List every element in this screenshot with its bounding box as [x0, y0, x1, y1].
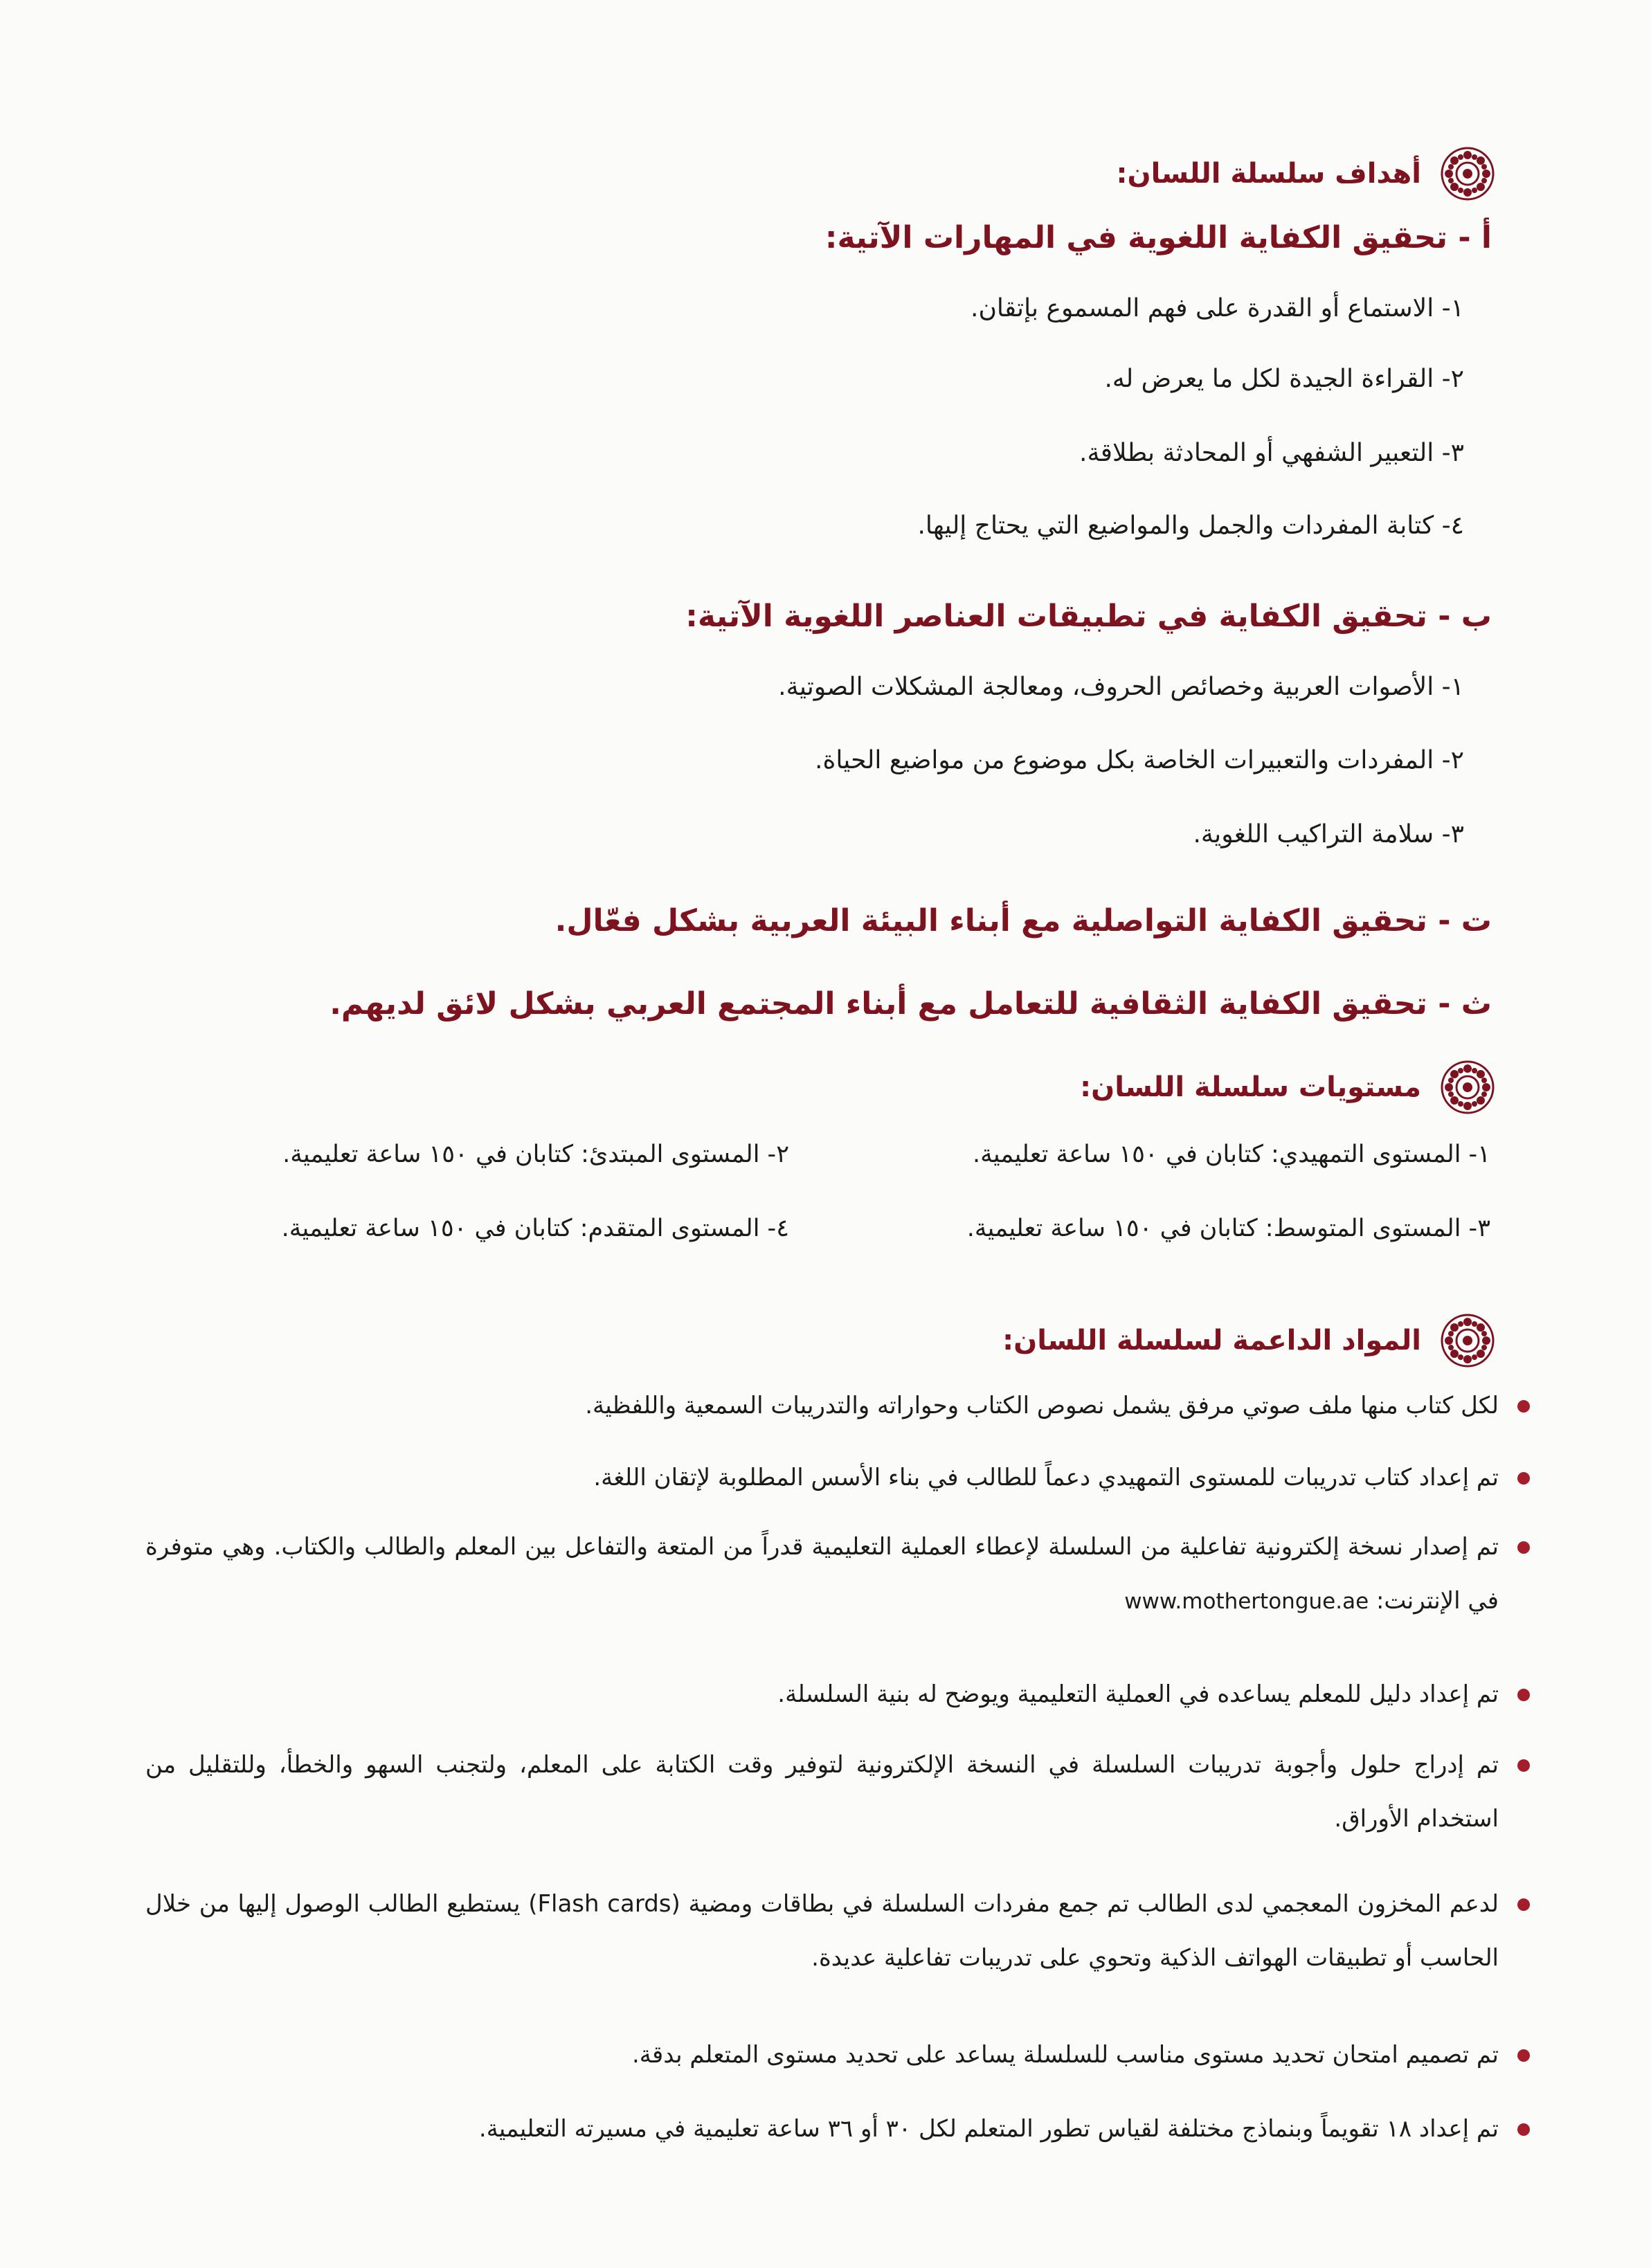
materials-item-7: تم تصميم امتحان تحديد مستوى مناسب للسلسلة يساعد على تحديد مستوى المتعلم بدقة.	[145, 2028, 1530, 2082]
bullet-dot-icon	[1517, 1759, 1530, 1772]
materials-section-title: المواد الداعمة لسلسلة اللسان:	[1002, 1314, 1495, 1368]
rosette-icon	[1441, 1060, 1495, 1114]
goals-a-item-3: ٣- التعبير الشفهي أو المحادثة بطلاقة.	[1079, 439, 1464, 467]
materials-item-8: تم إعداد ١٨ تقويماً وبنماذج مختلفة لقياس تطور المتعلم لكل ٣٠ أو ٣٦ ساعة تعليمية في مسيرته التعليمية.	[145, 2102, 1530, 2156]
materials-item-6: لدعم المخزون المعجمي لدى الطالب تم جمع مفردات السلسلة في بطاقات ومضية (Flash cards) يستطيع الطالب الوصول إليها من خلال الحاسب أو تطبيقات الهواتف الذكية وتحوي على تدريبات تفاعلية عديدة.	[145, 1877, 1530, 1985]
level-item-4: ٤- المستوى المتقدم: كتابان في ١٥٠ ساعة تعليمية.	[281, 1215, 789, 1242]
bullet-dot-icon	[1517, 2123, 1530, 2136]
bullet-dot-icon	[1517, 1472, 1530, 1485]
level-item-2: ٢- المستوى المبتدئ: كتابان في ١٥٠ ساعة تعليمية.	[282, 1141, 789, 1168]
materials-item-5: تم إدراج حلول وأجوبة تدريبات السلسلة في النسخة الإلكترونية لتوفير وقت الكتابة على المعلم، ولتجنب السهو والخطأ، وللتقليل من استخدام الأوراق.	[145, 1738, 1530, 1846]
levels-section-title: مستويات سلسلة اللسان:	[1080, 1060, 1495, 1114]
goals-t-title: ت - تحقيق الكفاية التواصلية مع أبناء البيئة العربية بشكل فعّال.	[554, 903, 1492, 938]
rosette-icon	[1441, 1314, 1495, 1368]
goals-a-title: أ - تحقيق الكفاية اللغوية في المهارات الآتية:	[824, 220, 1492, 255]
goals-a-item-4: ٤- كتابة المفردات والجمل والمواضيع التي يحتاج إليها.	[917, 511, 1464, 540]
bullet-dot-icon	[1517, 1541, 1530, 1554]
materials-item-3: تم إصدار نسخة إلكترونية تفاعلية من السلسلة لإعطاء العملية التعليمية قدراً من المتعة والتفاعل بين المعلم والطالب والكتاب. وهي متوفرة في الإنترنت: www.mothertongue.ae	[145, 1520, 1530, 1629]
goals-th-title: ث - تحقيق الكفاية الثقافية للتعامل مع أبناء المجتمع العربي بشكل لائق لديهم.	[330, 986, 1492, 1022]
website-link[interactable]: www.mothertongue.ae	[1124, 1589, 1369, 1614]
bullet-dot-icon	[1517, 1400, 1530, 1413]
goals-a-item-1: ١- الاستماع أو القدرة على فهم المسموع بإتقان.	[971, 294, 1464, 323]
goals-b-item-3: ٣- سلامة التراكيب اللغوية.	[1193, 820, 1464, 849]
rosette-icon	[1441, 147, 1495, 201]
bullet-dot-icon	[1517, 2049, 1530, 2062]
bullet-dot-icon	[1517, 1898, 1530, 1911]
materials-item-1: لكل كتاب منها ملف صوتي مرفق يشمل نصوص الكتاب وحواراته والتدريبات السمعية واللفظية.	[145, 1379, 1530, 1433]
goals-b-title: ب - تحقيق الكفاية في تطبيقات العناصر اللغوية الآتية:	[685, 599, 1492, 634]
level-item-1: ١- المستوى التمهيدي: كتابان في ١٥٠ ساعة تعليمية.	[972, 1141, 1490, 1168]
goals-a-item-2: ٢- القراءة الجيدة لكل ما يعرض له.	[1104, 365, 1464, 393]
goals-b-item-1: ١- الأصوات العربية وخصائص الحروف، ومعالجة المشكلات الصوتية.	[778, 673, 1464, 701]
bullet-dot-icon	[1517, 1689, 1530, 1701]
goals-b-item-2: ٢- المفردات والتعبيرات الخاصة بكل موضوع من مواضيع الحياة.	[815, 746, 1464, 774]
level-item-3: ٣- المستوى المتوسط: كتابان في ١٥٠ ساعة تعليمية.	[966, 1215, 1490, 1242]
materials-item-4: تم إعداد دليل للمعلم يساعده في العملية التعليمية ويوضح له بنية السلسلة.	[145, 1667, 1530, 1721]
goals-section-title: أهداف سلسلة اللسان:	[1117, 147, 1495, 201]
materials-item-2: تم إعداد كتاب تدريبات للمستوى التمهيدي دعماً للطالب في بناء الأسس المطلوبة لإتقان اللغة.	[145, 1451, 1530, 1505]
